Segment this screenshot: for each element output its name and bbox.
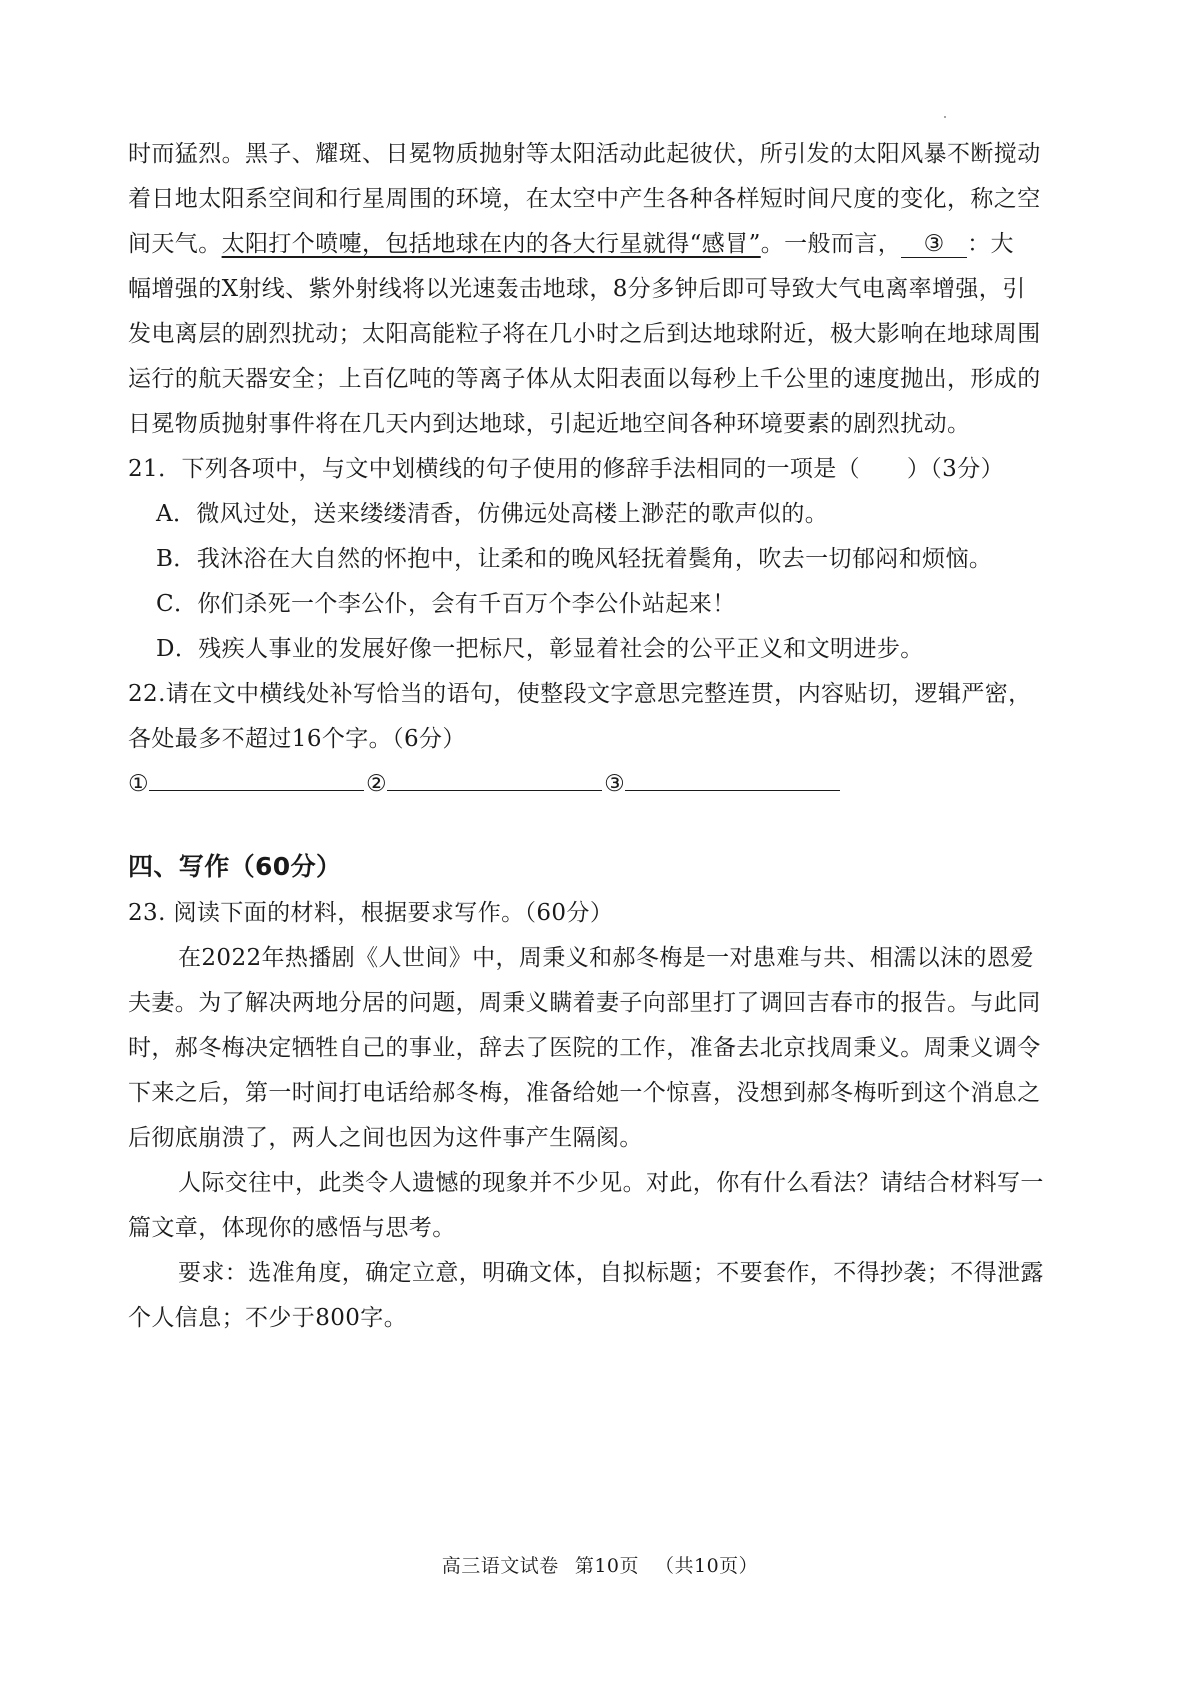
option-b: B．我沐浴在大自然的怀抱中，让柔和的晚风轻抚着鬓角，吹去一切郁闷和烦恼。 (156, 546, 993, 572)
passage-line: 幅增强的X射线、紫外射线将以光速轰击地球，8分多钟后即可导致大气电离率增强，引 (128, 276, 1026, 302)
option-d: D．残疾人事业的发展好像一把标尺，彰显着社会的公平正义和文明进步。 (156, 636, 924, 662)
passage-line: 发电离层的剧烈扰动；太阳高能粒子将在几小时之后到达地球附近，极大影响在地球周围 (128, 321, 1041, 347)
passage-line: 时而猛烈。黑子、耀斑、日冕物质抛射等太阳活动此起彼伏，所引发的太阳风暴不断搅动 (128, 141, 1041, 167)
requirement-line: 个人信息；不少于800字。 (128, 1305, 408, 1331)
material-line: 在2022年热播剧《人世间》中，周秉义和郝冬梅是一对患难与共、相濡以沫的恩爱 (178, 945, 1034, 971)
material-line: 下来之后，第一时间打电话给郝冬梅，准备给她一个惊喜，没想到郝冬梅听到这个消息之 (128, 1080, 1041, 1106)
material-line: 时，郝冬梅决定牺牲自己的事业，辞去了医院的工作，准备去北京找周秉义。周秉义调令 (128, 1035, 1041, 1061)
answer-blanks-row (128, 762, 1078, 807)
passage-line (128, 222, 1078, 267)
footer-page-number: 第10页 (574, 1555, 639, 1577)
blank-label-3: ③ (604, 771, 626, 797)
scan-dot (944, 116, 946, 118)
question-22-stem: 22.请在文中横线处补写恰当的语句，使整段文字意思完整连贯，内容贴切，逻辑严密， (128, 681, 1032, 707)
passage-line: 运行的航天器安全；上百亿吨的等离子体从太阳表面以每秒上千公里的速度抛出，形成的 (128, 366, 1041, 392)
page-footer (0, 1551, 1200, 1578)
reading-passage (128, 132, 1078, 447)
passage-text: 。一般而言， (760, 231, 902, 257)
passage-line: 着日地太阳系空间和行星周围的环境，在太空中产生各种各样短时间尺度的变化，称之空 (128, 186, 1041, 212)
question-22 (128, 672, 1078, 807)
prompt-line: 人际交往中，此类令人遗憾的现象并不少见。对此，你有什么看法？请结合材料写一 (178, 1170, 1044, 1196)
material-line: 后彻底崩溃了，两人之间也因为这件事产生隔阂。 (128, 1125, 643, 1151)
answer-blank-2 (387, 768, 602, 791)
passage-line: 日冕物质抛射事件将在几天内到达地球，引起近地空间各种环境要素的剧烈扰动。 (128, 411, 971, 437)
option-a: A．微风过处，送来缕缕清香，仿佛远处高楼上渺茫的歌声似的。 (156, 501, 829, 527)
answer-blank-3: ③ (901, 231, 967, 258)
blank-label-1: ① (128, 771, 150, 797)
material-line: 夫妻。为了解决两地分居的问题，周秉义瞒着妻子向部里打了调回吉春市的报告。与此同 (128, 990, 1041, 1016)
answer-blank-1 (149, 768, 364, 791)
question-21-stem: 21．下列各项中，与文中划横线的句子使用的修辞手法相同的一项是（ ）（3分） (128, 456, 1004, 482)
prompt-line: 篇文章，体现你的感悟与思考。 (128, 1215, 456, 1241)
exam-page-content (128, 132, 1078, 1341)
question-21 (128, 447, 1078, 672)
passage-text: ：大 (967, 231, 1014, 257)
passage-text: 间天气。 (128, 231, 222, 257)
requirement-line: 要求：选准角度，确定立意，明确文体，自拟标题；不要套作，不得抄袭；不得泄露 (178, 1260, 1044, 1286)
blank-label-2: ② (366, 771, 388, 797)
underlined-sentence: 太阳打个喷嚏，包括地球在内的各大行星就得“感冒” (221, 231, 761, 257)
answer-blank-3-line (625, 768, 840, 791)
question-23-stem: 23. 阅读下面的材料，根据要求写作。（60分） (128, 900, 614, 926)
section-title-writing: 四、写作（60分） (128, 852, 342, 881)
footer-exam-title: 高三语文试卷 (441, 1555, 559, 1577)
footer-total-pages: （共10页） (655, 1555, 759, 1577)
question-23 (128, 891, 1078, 1341)
question-22-stem: 各处最多不超过16个字。（6分） (128, 726, 466, 752)
option-c: C．你们杀死一个李公仆，会有千百万个李公仆站起来！ (156, 591, 736, 617)
